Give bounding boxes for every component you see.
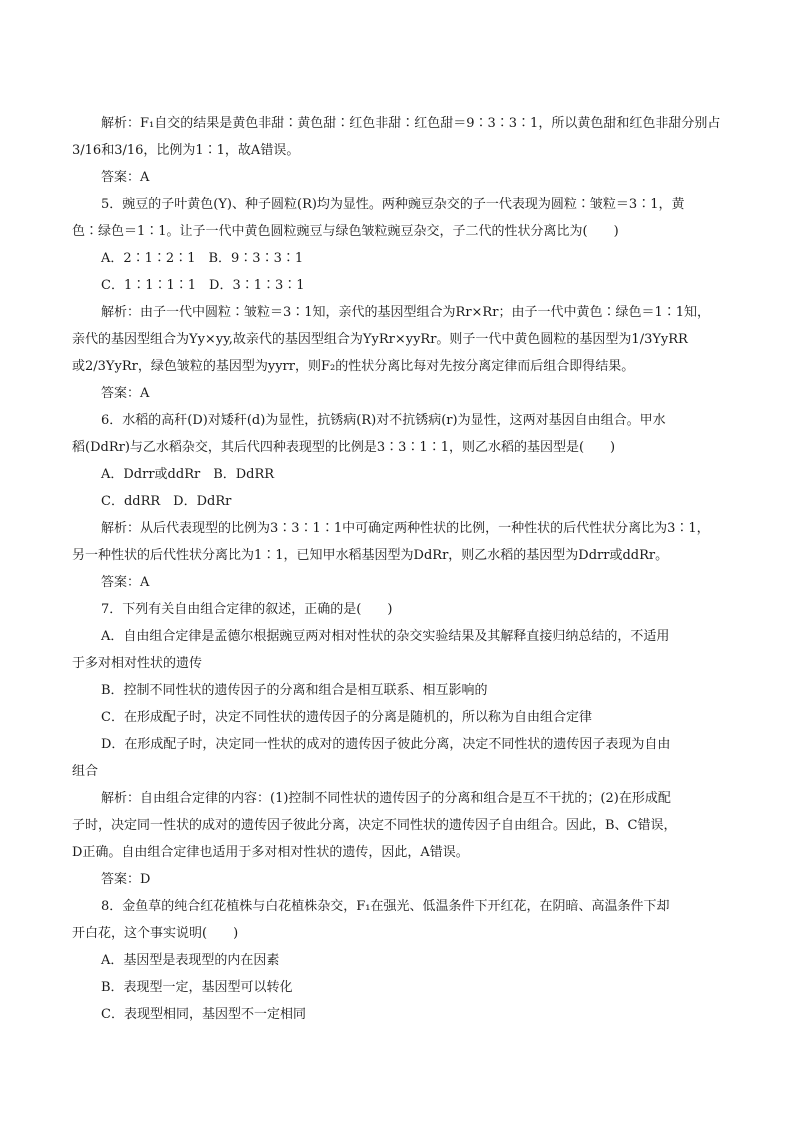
answer-q6: 答案：A [101, 575, 150, 590]
question-7-option-a-line2: 于多对相对性状的遗传 [72, 656, 203, 671]
answer-q4: 答案：A [101, 170, 150, 185]
explanation-q7-line2: 子时，决定同一性状的成对的遗传因子彼此分离，决定不同性状的遗传因子自由组合。因此，B、C错误， [72, 818, 677, 833]
document-body [72, 110, 722, 1028]
question-5-options-cd: C．1∶1∶1∶1 D．3∶1∶3∶1 [101, 278, 305, 293]
question-8-line2: 开白花，这个事实说明( ) [72, 926, 239, 941]
explanation-q4-line2: 3/16和3/16，比例为1∶1，故A错误。 [72, 143, 300, 158]
question-6-options-cd: C．ddRR D．DdRr [101, 494, 232, 509]
question-8-option-c: C．表现型相同，基因型不一定相同 [101, 1007, 306, 1022]
question-6-options-ab: A．Ddrr或ddRr B．DdRR [101, 467, 275, 482]
question-7-option-b: B．控制不同性状的遗传因子的分离和组合是相互联系、相互影响的 [101, 683, 488, 698]
question-8-option-b: B．表现型一定，基因型可以转化 [101, 980, 293, 995]
explanation-q4-line1: 解析：F₁自交的结果是黄色非甜∶黄色甜∶红色非甜∶红色甜＝9∶3∶3∶1，所以黄色甜和红色非甜分别占 [101, 116, 721, 131]
question-5-options-ab: A．2∶1∶2∶1 B．9∶3∶3∶1 [101, 251, 304, 266]
question-7-option-d-line2: 组合 [72, 764, 99, 779]
question-8-line1: 8．金鱼草的纯合红花植株与白花植株杂交，F₁在强光、低温条件下开红花，在阴暗、高温条件下却 [101, 899, 670, 914]
question-7-option-a-line1: A．自由组合定律是孟德尔根据豌豆两对相对性状的杂交实验结果及其解释直接归纳总结的，不适用 [101, 629, 670, 644]
question-8-option-a: A．基因型是表现型的内在因素 [101, 953, 280, 968]
explanation-q7-line1: 解析：自由组合定律的内容：(1)控制不同性状的遗传因子的分离和组合是互不干扰的；(2)在形成配 [101, 791, 671, 806]
explanation-q7-line3: D正确。自由组合定律也适用于多对相对性状的遗传，因此，A错误。 [72, 845, 469, 860]
question-5-line1: 5．豌豆的子叶黄色(Y)、种子圆粒(R)均为显性。两种豌豆杂交的子一代表现为圆粒∶皱粒＝3∶1，黄 [101, 197, 685, 212]
answer-q5: 答案：A [101, 386, 150, 401]
explanation-q5-line3: 或2/3YyRr，绿色皱粒的基因型为yyrr，则F₂的性状分离比每对先按分离定律而后组合即得结果。 [72, 359, 635, 374]
answer-q7: 答案：D [101, 872, 151, 887]
question-5-line2: 色∶绿色＝1∶1。让子一代中黄色圆粒豌豆与绿色皱粒豌豆杂交，子二代的性状分离比为( ) [72, 224, 619, 239]
question-6-line1: 6．水稻的高秆(D)对矮秆(d)为显性，抗锈病(R)对不抗锈病(r)为显性，这两对基因自由组合。甲水 [101, 413, 666, 428]
explanation-q6-line2: 另一种性状的后代性状分离比为1∶1，已知甲水稻基因型为DdRr，则乙水稻的基因型为Ddrr或ddRr。 [72, 548, 669, 563]
explanation-q5-line1: 解析：由子一代中圆粒∶皱粒＝3∶1知，亲代的基因型组合为Rr×Rr；由子一代中黄色∶绿色＝1∶1知， [101, 305, 710, 320]
question-6-line2: 稻(DdRr)与乙水稻杂交，其后代四种表现型的比例是3∶3∶1∶1，则乙水稻的基因型是( ) [72, 440, 616, 455]
question-7-option-d-line1: D．在形成配子时，决定同一性状的成对的遗传因子彼此分离，决定不同性状的遗传因子表现为自由 [101, 737, 671, 752]
question-7-option-c: C．在形成配子时，决定不同性状的遗传因子的分离是随机的，所以称为自由组合定律 [101, 710, 592, 725]
question-7-stem: 7．下列有关自由组合定律的叙述，正确的是( ) [101, 602, 393, 617]
explanation-q5-line2: 亲代的基因型组合为Yy×yy,故亲代的基因型组合为YyRr×yyRr。则子一代中黄色圆粒的基因型为1/3YyRR [72, 332, 688, 347]
explanation-q6-line1: 解析：从后代表现型的比例为3∶3∶1∶1中可确定两种性状的比例，一种性状的后代性状分离比为3∶1， [101, 521, 710, 536]
